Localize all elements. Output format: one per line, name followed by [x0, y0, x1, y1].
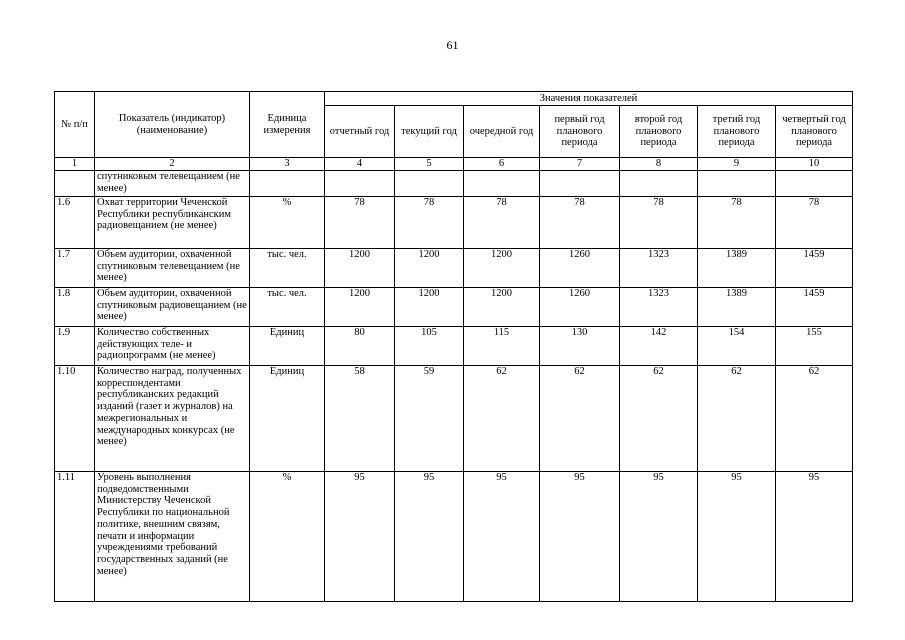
- row-unit: Единиц: [250, 326, 325, 365]
- row-value: 95: [698, 471, 776, 601]
- row-value: 95: [776, 471, 853, 601]
- column-number: 2: [95, 158, 250, 171]
- row-value: 80: [325, 326, 395, 365]
- row-unit: Единиц: [250, 365, 325, 471]
- row-num: 1.7: [55, 248, 95, 287]
- row-indicator-name: Уровень выполнения подведомственными Министерству Чеченской Республики по национальной политике, внешним связям, печати и информации учреждениями требований государственных заданий (не менее): [95, 471, 250, 601]
- table-row: [55, 326, 853, 365]
- row-value: 78: [620, 196, 698, 248]
- table-row: [55, 365, 853, 471]
- row-value: 1389: [698, 287, 776, 326]
- row-value: [395, 170, 464, 196]
- row-indicator-name: Количество наград, полученных корреспондентами республиканских редакций изданий (газет и журналов) на межрегиональных и международных конкурсах (не менее): [95, 365, 250, 471]
- row-value: 78: [464, 196, 540, 248]
- row-unit: %: [250, 471, 325, 601]
- row-value: 78: [395, 196, 464, 248]
- row-indicator-name: спутниковым телевещанием (не менее): [95, 170, 250, 196]
- header-period-5: второй год планового периода: [620, 106, 698, 158]
- indicators-table: [54, 91, 853, 602]
- header-num: № п/п: [55, 92, 95, 158]
- row-value: 62: [698, 365, 776, 471]
- row-unit: тыс. чел.: [250, 248, 325, 287]
- row-value: 1459: [776, 287, 853, 326]
- row-value: 95: [540, 471, 620, 601]
- row-value: 130: [540, 326, 620, 365]
- row-num: 1.6: [55, 196, 95, 248]
- row-value: 62: [464, 365, 540, 471]
- row-value: 1260: [540, 287, 620, 326]
- row-value: 1200: [464, 287, 540, 326]
- table-row: [55, 170, 853, 196]
- header-values-group: Значения показателей: [325, 92, 853, 106]
- table-row: [55, 471, 853, 601]
- column-number: 3: [250, 158, 325, 171]
- row-value: 1200: [325, 248, 395, 287]
- column-number: 6: [464, 158, 540, 171]
- row-indicator-name: Охват территории Чеченской Республики республиканским радиовещанием (не менее): [95, 196, 250, 248]
- row-value: 78: [776, 196, 853, 248]
- row-value: 1323: [620, 287, 698, 326]
- row-value: 78: [540, 196, 620, 248]
- row-value: 1200: [325, 287, 395, 326]
- row-indicator-name: Количество собственных действующих теле- и радиопрограмм (не менее): [95, 326, 250, 365]
- row-value: 95: [395, 471, 464, 601]
- row-value: 155: [776, 326, 853, 365]
- table-body: [55, 158, 853, 602]
- row-value: [325, 170, 395, 196]
- row-value: [776, 170, 853, 196]
- row-value: 154: [698, 326, 776, 365]
- row-value: 1260: [540, 248, 620, 287]
- row-value: [698, 170, 776, 196]
- column-number: 4: [325, 158, 395, 171]
- row-value: 1200: [395, 248, 464, 287]
- row-num: 1.11: [55, 471, 95, 601]
- row-unit: тыс. чел.: [250, 287, 325, 326]
- row-num: 1.8: [55, 287, 95, 326]
- header-period-1: отчетный год: [325, 106, 395, 158]
- row-value: 78: [325, 196, 395, 248]
- row-value: 115: [464, 326, 540, 365]
- header-unit: Единица измерения: [250, 92, 325, 158]
- table-row: [55, 248, 853, 287]
- row-unit: [250, 170, 325, 196]
- header-indicator: Показатель (индикатор) (наименование): [95, 92, 250, 158]
- column-number: 10: [776, 158, 853, 171]
- row-value: 1459: [776, 248, 853, 287]
- table-row: [55, 287, 853, 326]
- row-value: 1200: [395, 287, 464, 326]
- header-period-7: четвертый год планового периода: [776, 106, 853, 158]
- column-number: 1: [55, 158, 95, 171]
- page-number: 61: [446, 38, 459, 52]
- row-value: 105: [395, 326, 464, 365]
- header-period-2: текущий год: [395, 106, 464, 158]
- row-unit: %: [250, 196, 325, 248]
- row-value: 58: [325, 365, 395, 471]
- row-value: 1323: [620, 248, 698, 287]
- column-number: 8: [620, 158, 698, 171]
- row-value: 1389: [698, 248, 776, 287]
- header-period-4: первый год планового периода: [540, 106, 620, 158]
- row-value: 62: [776, 365, 853, 471]
- row-indicator-name: Объем аудитории, охваченной спутниковым радиовещанием (не менее): [95, 287, 250, 326]
- table-row: [55, 196, 853, 248]
- row-value: 59: [395, 365, 464, 471]
- row-value: 95: [620, 471, 698, 601]
- row-value: 62: [540, 365, 620, 471]
- row-value: [540, 170, 620, 196]
- row-value: 95: [325, 471, 395, 601]
- row-value: 1200: [464, 248, 540, 287]
- row-value: [620, 170, 698, 196]
- row-value: 78: [698, 196, 776, 248]
- row-value: 142: [620, 326, 698, 365]
- column-number: 9: [698, 158, 776, 171]
- header-period-6: третий год планового периода: [698, 106, 776, 158]
- column-number: 5: [395, 158, 464, 171]
- row-value: 62: [620, 365, 698, 471]
- column-number: 7: [540, 158, 620, 171]
- row-indicator-name: Объем аудитории, охваченной спутниковым телевещанием (не менее): [95, 248, 250, 287]
- header-period-3: очередной год: [464, 106, 540, 158]
- column-numbers-row: [55, 158, 853, 171]
- row-num: 1.9: [55, 326, 95, 365]
- row-num: [55, 170, 95, 196]
- row-value: 95: [464, 471, 540, 601]
- row-num: 1.10: [55, 365, 95, 471]
- table-header: [55, 92, 853, 158]
- row-value: [464, 170, 540, 196]
